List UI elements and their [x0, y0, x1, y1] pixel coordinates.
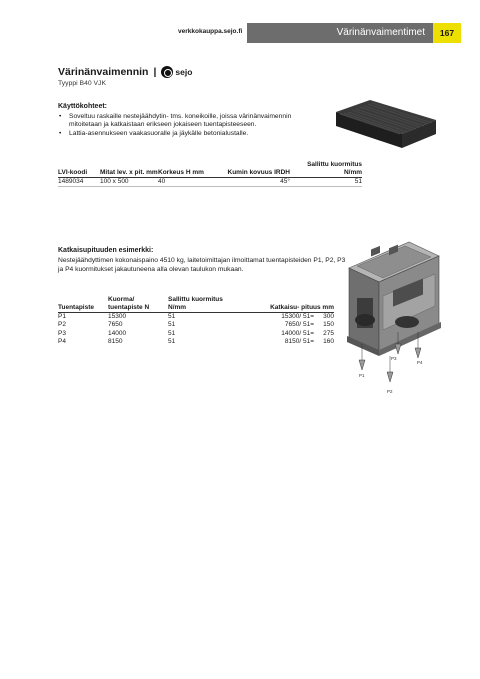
- support-cell-allowed: 51: [168, 313, 176, 320]
- support-cell-allowed: 51: [168, 329, 176, 337]
- support-cell-calc: 14000/ 51=: [281, 329, 314, 337]
- support-cell-calc: 8150/ 51=: [284, 338, 314, 346]
- spec-cell-hardness: 45°: [280, 178, 290, 185]
- header-bar: [247, 23, 433, 43]
- spec-table: [58, 161, 362, 187]
- support-cell-load: 8150: [108, 338, 123, 346]
- support-cell-point: P2: [58, 321, 66, 329]
- brand-logo-icon: [161, 66, 173, 78]
- spec-header-dimensions: Mitat lev. x pit. mm: [100, 169, 158, 176]
- usage-item: • Soveltuu raskaille nestejäähdytin- tms. koneikoille, joissa värinänvaimennin mitoitetaan ja katkaistaan erikseen jokaiseen tuentapisteeseen.: [58, 113, 318, 130]
- support-cell-length: 275: [323, 329, 334, 337]
- support-cell-load: 15300: [108, 313, 127, 320]
- support-table-header: [58, 296, 334, 313]
- spec-header-hardness: Kumin kovuus IRDH: [227, 169, 290, 176]
- product-title-row: [58, 66, 192, 78]
- point-label: P4: [417, 360, 423, 365]
- support-header-length: Katkaisu- pituus mm: [270, 304, 334, 311]
- spec-header-load: Sallittu kuormitus N/mm: [307, 161, 362, 176]
- spec-header-height: Korkeus H mm: [158, 169, 204, 176]
- table-row: [58, 313, 334, 322]
- spec-header-code: LVI-koodi: [58, 169, 88, 176]
- spec-table-header: [58, 161, 362, 178]
- support-cell-length: 300: [323, 313, 334, 320]
- table-row: [58, 338, 334, 346]
- support-cell-point: P4: [58, 338, 66, 346]
- point-label: P2: [387, 389, 393, 394]
- table-row: [58, 330, 334, 338]
- brand-name: sejo: [175, 67, 193, 77]
- support-header-allowed: Sallittu kuormitus N/mm: [168, 296, 223, 311]
- point-label: P3: [391, 356, 397, 361]
- support-cell-allowed: 51: [168, 338, 176, 346]
- spec-cell-code: 1489034: [58, 178, 84, 185]
- spec-cell-load: 51: [354, 178, 362, 185]
- usage-heading: Käyttökohteet:: [58, 103, 108, 110]
- table-row: [58, 178, 362, 187]
- point-label: P1: [359, 373, 365, 378]
- spec-cell-height: 40: [158, 178, 166, 185]
- product-title: Värinänvaimennin: [58, 66, 149, 78]
- product-type: Tyyppi B40 VJK: [58, 80, 106, 87]
- support-cell-length: 150: [323, 321, 334, 329]
- brand-logo: [161, 66, 192, 78]
- usage-list: [58, 113, 318, 138]
- chiller-unit-diagram: [345, 236, 443, 402]
- support-cell-calc: 15300/ 51=: [281, 313, 314, 320]
- support-point-table: [58, 296, 334, 347]
- support-cell-point: P3: [58, 329, 66, 337]
- support-cell-load: 7650: [108, 321, 123, 329]
- title-separator: |: [153, 66, 157, 78]
- support-cell-calc: 7650/ 51=: [284, 321, 314, 329]
- site-url[interactable]: verkkokauppa.sejo.fi: [178, 28, 243, 35]
- page-number: 167: [433, 23, 461, 43]
- table-row: [58, 321, 334, 329]
- support-header-load: Kuorma/ tuentapiste N: [108, 296, 150, 311]
- support-cell-point: P1: [58, 313, 66, 320]
- support-cell-length: 160: [323, 338, 334, 346]
- support-cell-load: 14000: [108, 329, 127, 337]
- example-text: Nestejäähdyttimen kokonaispaino 4510 kg, laitetoimittajan ilmoittamat tuentapisteiden P1, P2, P3 ja P4 kuormitukset jakautuneena alla olevan taulukon mukaan.: [58, 257, 346, 273]
- damper-block-image: [330, 94, 440, 154]
- usage-item: • Lattia-asennukseen vaakasuoralle ja jäykälle betonialustalle.: [58, 130, 318, 138]
- support-header-point: Tuentapiste: [58, 304, 94, 311]
- section-title: Värinänvaimentimet: [336, 27, 425, 38]
- example-heading: Katkaisupituuden esimerkki:: [58, 247, 154, 254]
- support-cell-allowed: 51: [168, 321, 176, 329]
- spec-cell-dimensions: 100 x 500: [100, 178, 129, 185]
